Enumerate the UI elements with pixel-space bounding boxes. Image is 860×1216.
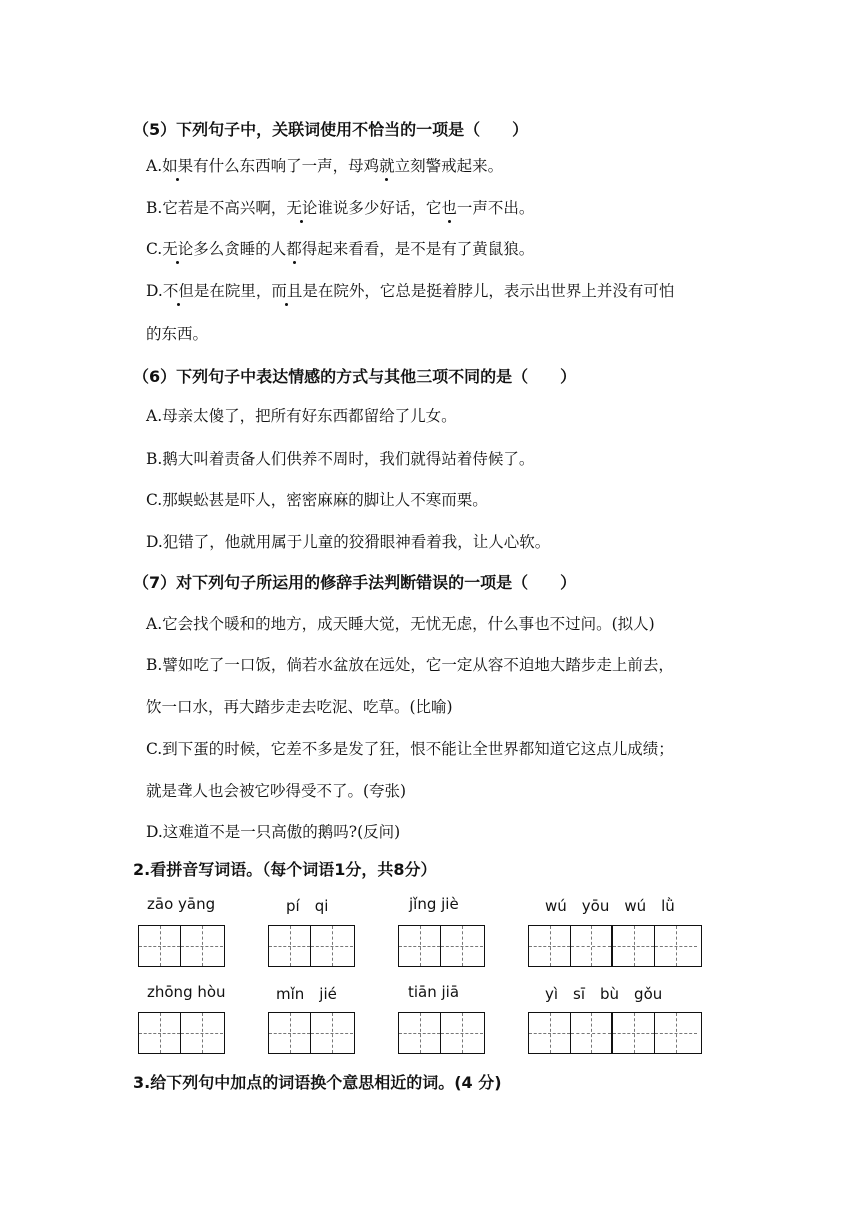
writing-box-3[interactable] <box>398 925 485 967</box>
q6-title: （6）下列句子中表达情感的方式与其他三项不同的是（ ） <box>133 367 577 386</box>
q5-d-label: D. <box>146 282 163 300</box>
writing-box-8[interactable] <box>528 1012 702 1054</box>
writing-box-7[interactable] <box>398 1012 485 1054</box>
q5-b-dotted-1: 无论 <box>286 199 318 217</box>
q5-d-text: 是在院里， <box>193 282 272 300</box>
q6-option-c: C.那蜈蚣甚是吓人，密密麻麻的脚让人不寒而栗。 <box>146 491 488 509</box>
q5-c-text: 多么贪睡的人 <box>193 240 287 258</box>
pinyin-1: zāo yāng <box>147 895 216 913</box>
pinyin-7: tiān jiā <box>408 983 460 1001</box>
q5-option-c <box>146 237 534 259</box>
pinyin-2: pí qi <box>286 897 329 915</box>
q5-c-dotted-1: 无论 <box>162 240 194 258</box>
q5-option-d-cont: 的东西。 <box>146 325 209 343</box>
q6-option-d: D.犯错了，他就用属于儿童的狡猾眼神看着我，让人心软。 <box>146 533 551 551</box>
q7-option-d: D.这难道不是一只高傲的鹅吗?(反问) <box>146 823 401 841</box>
section2-title: 2.看拼音写词语。（每个词语1分，共8分） <box>133 860 437 879</box>
q5-title: （5）下列句子中，关联词使用不恰当的一项是（ ） <box>133 120 529 139</box>
q5-b-text: B.它若是不高兴啊， <box>146 199 287 217</box>
q5-d-dotted-2: 而且 <box>271 282 303 300</box>
writing-box-2[interactable] <box>268 925 355 967</box>
q5-b-text-2: 谁说多少好话，它 <box>317 199 442 217</box>
writing-box-5[interactable] <box>138 1012 225 1054</box>
q5-option-b <box>146 196 534 218</box>
q5-b-text-3: 一声不出。 <box>456 199 535 217</box>
q5-d-dotted-1: 不但 <box>162 282 194 300</box>
pinyin-6: mǐn jié <box>276 985 337 1003</box>
q5-c-label: C. <box>146 240 163 258</box>
q6-option-b: B.鹅大叫着责备人们供养不周时，我们就得站着侍候了。 <box>146 450 535 468</box>
writing-box-4[interactable] <box>528 925 702 967</box>
q5-a-dotted-2: 就 <box>379 157 395 175</box>
q7-option-c: C.到下蛋的时候，它差不多是发了狂，恨不能让全世界都知道它这点儿成绩； <box>146 740 674 758</box>
section3-title: 3.给下列句中加点的词语换个意思相近的词。(4 分) <box>133 1073 502 1092</box>
q5-option-a <box>146 154 503 176</box>
q5-c-text-2: 得起来看看，是不是有了黄鼠狼。 <box>301 240 535 258</box>
q7-option-b: B.譬如吃了一口饭，倘若水盆放在远处，它一定从容不迫地大踏步走上前去， <box>146 656 674 674</box>
pinyin-3: jǐng jiè <box>409 895 459 913</box>
q5-a-text: 有什么东西响了一声，母鸡 <box>193 157 380 175</box>
q6-option-a: A.母亲太傻了，把所有好东西都留给了儿女。 <box>146 407 457 425</box>
pinyin-5: zhōng hòu <box>147 983 226 1001</box>
q5-a-dotted-1: 如果 <box>162 157 194 175</box>
q5-c-dotted-2: 都 <box>286 240 302 258</box>
pinyin-4: wú yōu wú lǜ <box>545 897 675 915</box>
pinyin-8: yì sī bù gǒu <box>545 985 663 1003</box>
q7-option-c-cont: 就是聋人也会被它吵得受不了。(夸张) <box>146 782 407 800</box>
q5-b-dotted-2: 也 <box>441 199 457 217</box>
q7-title: （7）对下列句子所运用的修辞手法判断错误的一项是（ ） <box>133 573 577 592</box>
q7-option-a: A.它会找个暖和的地方，成天睡大觉，无忧无虑，什么事也不过问。(拟人) <box>146 615 655 633</box>
q5-option-d <box>146 279 674 301</box>
q7-option-b-cont: 饮一口水，再大踏步走去吃泥、吃草。(比喻) <box>146 698 453 716</box>
q5-a-label: A. <box>146 157 163 175</box>
q5-d-text-2: 是在院外，它总是挺着脖儿，表示出世界上并没有可怕 <box>302 282 675 300</box>
q5-a-text-2: 立刻警戒起来。 <box>394 157 504 175</box>
writing-box-6[interactable] <box>268 1012 355 1054</box>
writing-box-1[interactable] <box>138 925 225 967</box>
